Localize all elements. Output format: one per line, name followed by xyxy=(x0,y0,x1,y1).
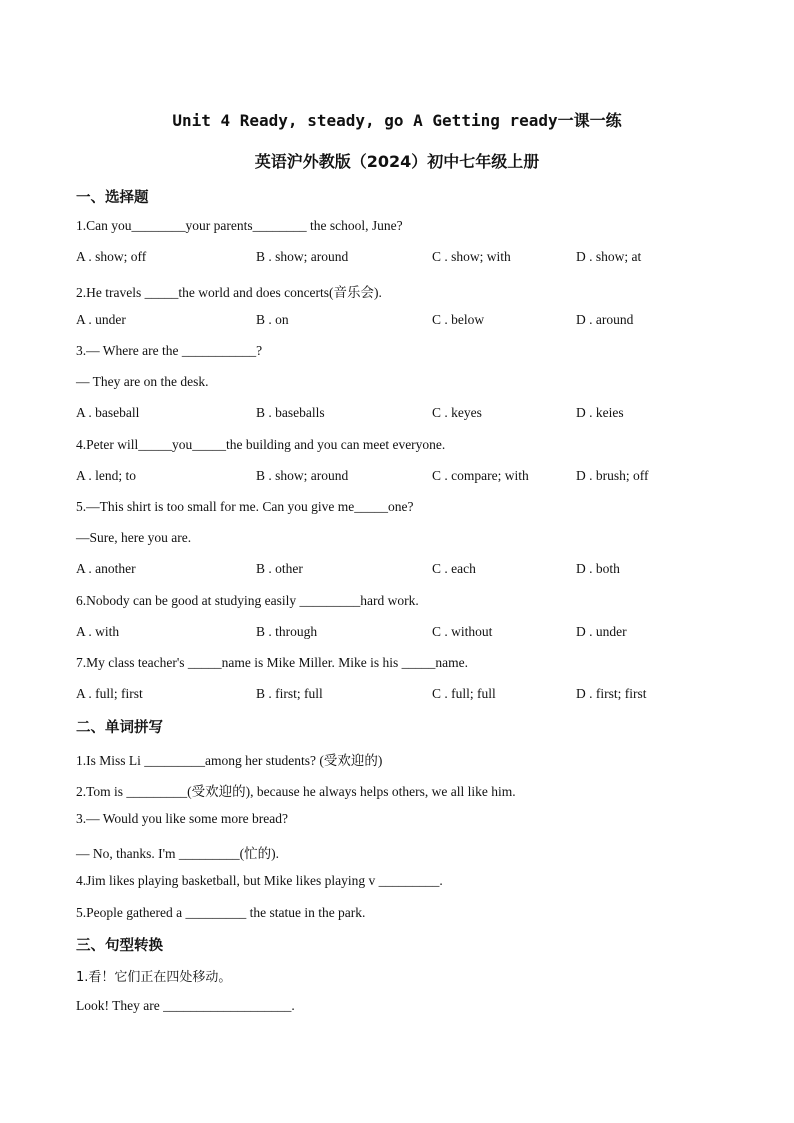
question-2-stem: 2.He travels _____the world and does concerts(音乐会). xyxy=(76,285,382,300)
q6-option-d: D . under xyxy=(576,624,627,639)
q2-option-c: C . below xyxy=(432,312,485,327)
q7-option-d: D . first; first xyxy=(576,686,647,701)
q2-option-d: D . around xyxy=(576,312,634,327)
q5-option-a: A . another xyxy=(76,561,136,576)
document-title: Unit 4 Ready, steady, go A Getting ready一课一练 xyxy=(172,111,622,130)
spelling-question-5: 5.People gathered a _________ the statue in the park. xyxy=(76,905,366,920)
q7-option-b: B . first; full xyxy=(256,686,323,701)
q2-option-b: B . on xyxy=(256,312,289,327)
q3-option-d: D . keies xyxy=(576,405,624,420)
section-heading-sentence: 三、句型转换 xyxy=(76,938,163,954)
q4-option-a: A . lend; to xyxy=(76,468,136,483)
q3-option-c: C . keyes xyxy=(432,405,482,420)
q1-option-c: C . show; with xyxy=(432,249,511,264)
q5-option-d: D . both xyxy=(576,561,620,576)
q5-option-b: B . other xyxy=(256,561,303,576)
q4-option-c: C . compare; with xyxy=(432,468,529,483)
q5-option-c: C . each xyxy=(432,561,476,576)
question-1-stem: 1.Can you________your parents________ the school, June? xyxy=(76,218,403,233)
spelling-question-1: 1.Is Miss Li _________among her students? (受欢迎的) xyxy=(76,753,383,768)
q3-option-b: B . baseballs xyxy=(256,405,325,420)
q1-option-a: A . show; off xyxy=(76,249,147,264)
question-3-stem: 3.— Where are the ___________? xyxy=(76,343,263,358)
q7-option-c: C . full; full xyxy=(432,686,496,701)
q7-option-a: A . full; first xyxy=(76,686,143,701)
q3-option-a: A . baseball xyxy=(76,405,140,420)
q4-option-b: B . show; around xyxy=(256,468,349,483)
section-heading-choice: 一、选择题 xyxy=(76,190,149,206)
q4-option-d: D . brush; off xyxy=(576,468,649,483)
q2-option-a: A . under xyxy=(76,312,126,327)
spelling-question-3-answer: — No, thanks. I'm _________(忙的). xyxy=(76,846,280,861)
spelling-question-4: 4.Jim likes playing basketball, but Mike likes playing v _________. xyxy=(76,873,443,888)
q1-option-d: D . show; at xyxy=(576,249,642,264)
question-5-answer-line: —Sure, here you are. xyxy=(76,530,192,545)
q1-option-b: B . show; around xyxy=(256,249,349,264)
spelling-question-2: 2.Tom is _________(受欢迎的), because he always helps others, we all like him. xyxy=(76,784,516,799)
question-6-stem: 6.Nobody can be good at studying easily _________hard work. xyxy=(76,593,419,608)
question-4-stem: 4.Peter will_____you_____the building and you can meet everyone. xyxy=(76,437,446,452)
q6-option-b: B . through xyxy=(256,624,318,639)
q6-option-c: C . without xyxy=(432,624,493,639)
question-7-stem: 7.My class teacher's _____name is Mike Miller. Mike is his _____name. xyxy=(76,655,468,670)
sentence-question-1-answer: Look! They are ___________________. xyxy=(76,998,295,1013)
question-3-answer-line: — They are on the desk. xyxy=(76,374,209,389)
q6-option-a: A . with xyxy=(76,624,120,639)
document-subtitle: 英语沪外教版（2024）初中七年级上册 xyxy=(254,152,540,171)
spelling-question-3: 3.— Would you like some more bread? xyxy=(76,811,288,826)
question-5-stem: 5.—This shirt is too small for me. Can you give me_____one? xyxy=(76,499,414,514)
section-heading-spelling: 二、单词拼写 xyxy=(76,720,163,736)
sentence-question-1: 1.看！它们正在四处移动。 xyxy=(76,970,232,985)
